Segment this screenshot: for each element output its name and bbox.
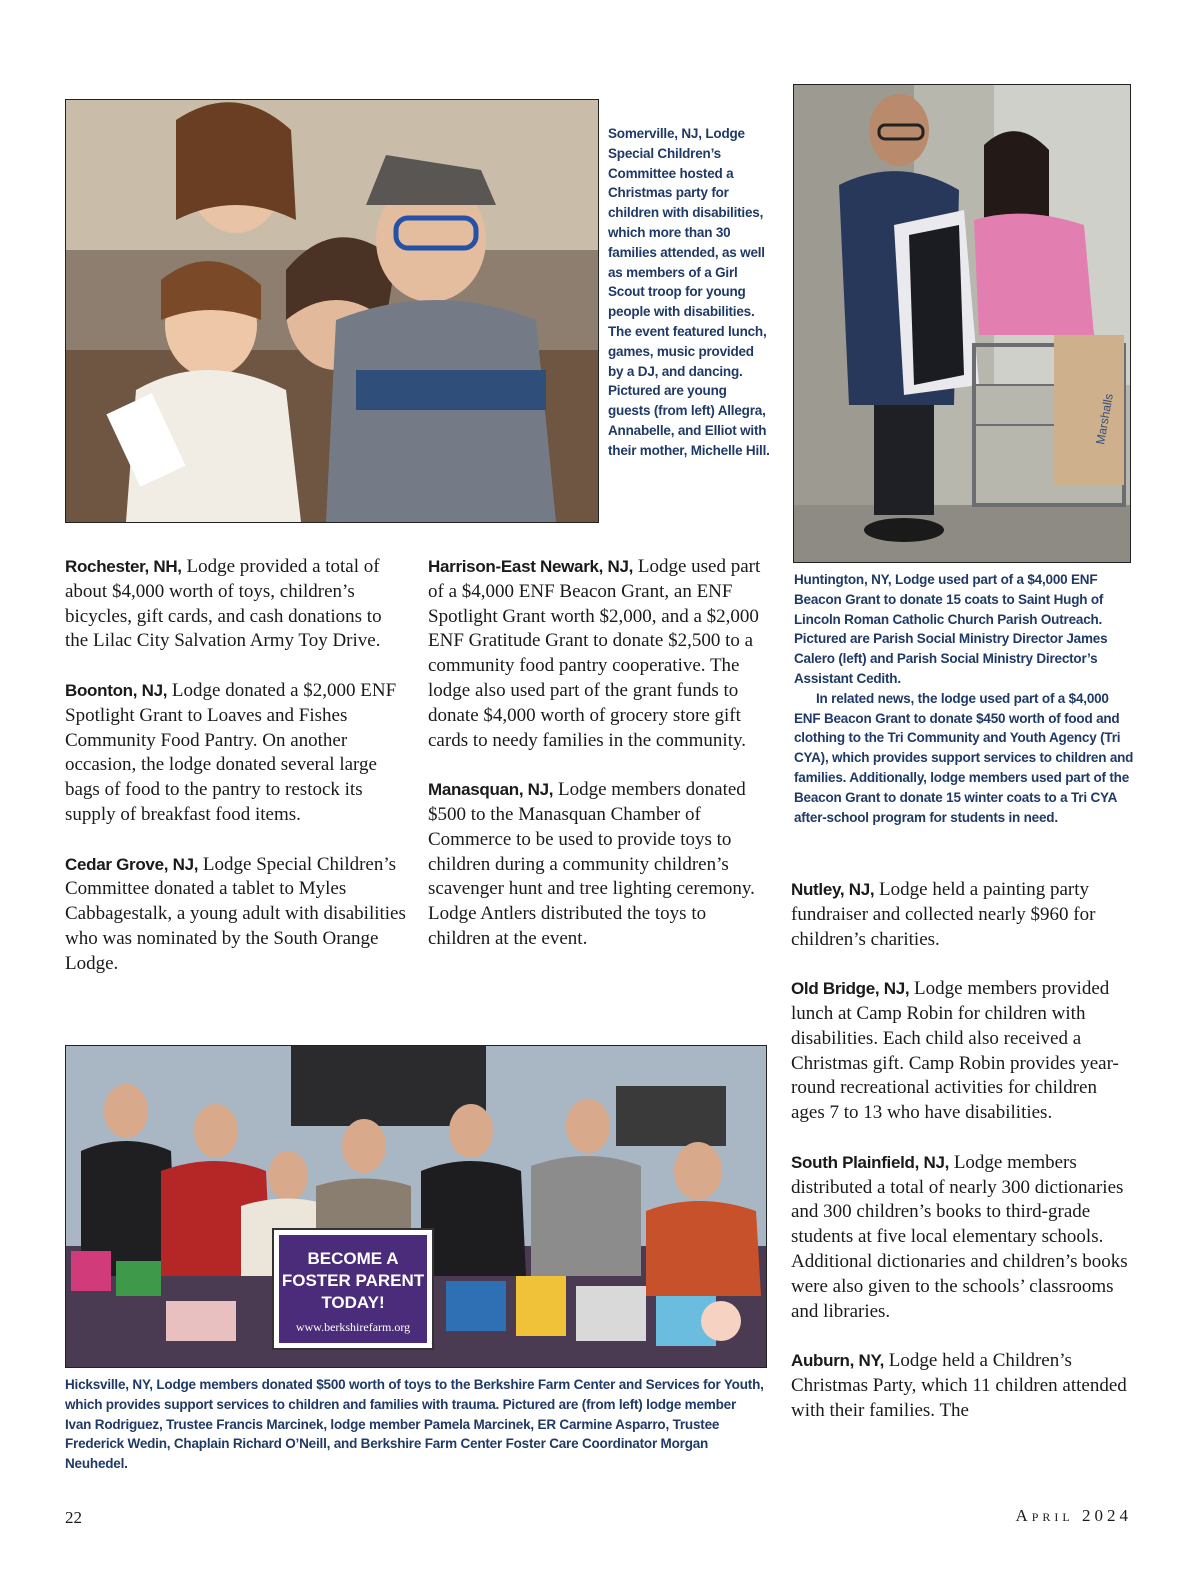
caption-place: Hicksville, NY, bbox=[65, 1377, 153, 1392]
article-place: Auburn, NY, bbox=[791, 1351, 885, 1371]
caption-text-2: In related news, the lodge used part of a $4,000 ENF Beacon Grant to donate $450 worth of food and clothing to the Tri Community and Youth Agency (Tri CYA), which provides support services to children and families. Additionally, lodge members used part of the Beacon Grant to donate 15 winter coats to a Tri CYA after-school program for students in need. bbox=[794, 690, 1134, 825]
article-place: Rochester, NH, bbox=[65, 557, 182, 576]
article-cedar-grove bbox=[65, 853, 407, 977]
article-manasquan bbox=[428, 778, 770, 952]
article-auburn bbox=[791, 1349, 1133, 1423]
article-place: Harrison-East Newark, NJ, bbox=[428, 557, 634, 576]
column-1 bbox=[65, 555, 407, 1001]
caption-place: Huntington, NY, bbox=[794, 572, 892, 587]
article-boonton bbox=[65, 679, 407, 828]
article-text: Lodge provided a total of about $4,000 worth of toys, children’s bicycles, gift cards, and cash donations to the Lilac City Salvation Army Toy Drive. bbox=[65, 556, 382, 652]
caption-text: Lodge members donated $500 worth of toys to the Berkshire Farm Center and Services for Youth, which provides support services to children and families with trauma. Pictured are (from left) lodge member Ivan Rodriguez, Trustee Francis Marcinek, lodge member Pamela Marcinek, ER Carmine Asparro, Trustee Frederick Wedin, Chaplain Richard O’Neill, and Berkshire Farm Center Foster Care Coordinator Morgan Neuhedel. bbox=[65, 1377, 764, 1472]
article-text: Lodge members distributed a total of nearly 300 dictionaries and 300 children’s books to third-grade students at five local elementary schools. Additional dictionaries and children’s books were also given to the schools’ classrooms and libraries. bbox=[791, 1151, 1128, 1322]
column-3 bbox=[791, 878, 1133, 1448]
article-nutley bbox=[791, 878, 1133, 952]
article-old-bridge bbox=[791, 977, 1133, 1126]
caption-place: Somerville, NJ, bbox=[608, 126, 702, 141]
article-place: Manasquan, NJ, bbox=[428, 780, 554, 800]
cart-bag-text: Marshalls bbox=[1093, 392, 1116, 446]
article-harrison bbox=[428, 555, 770, 753]
caption-text: Lodge Special Children’s Committee hosted a Christmas party for children with disabilities, which more than 30 families attended, as well as members of a Girl Scout troop for young people with disabilities. The event featured lunch, games, music provided by a DJ, and dancing. Pictured are young guests (from left) Allegra, Annabelle, and Elliot with their mother, Michelle Hill. bbox=[608, 126, 770, 458]
caption-text: Lodge used part of a $4,000 ENF Beacon Grant to donate 15 coats to Saint Hugh of Lincoln Roman Catholic Church Parish Outreach. Pictured are Parish Social Ministry Director James Calero (left) and Parish Social Ministry Director’s Assistant Cedith. bbox=[794, 572, 1108, 686]
hicksville-caption bbox=[65, 1375, 765, 1474]
issue-date: April 2024 bbox=[1015, 1506, 1132, 1525]
huntington-caption bbox=[794, 570, 1134, 827]
sign-line-2: FOSTER PARENT bbox=[281, 1271, 425, 1290]
sign-line-3: TODAY! bbox=[321, 1293, 385, 1312]
article-rochester bbox=[65, 555, 407, 654]
huntington-photo bbox=[793, 84, 1131, 563]
sign-line-1: BECOME A bbox=[307, 1249, 399, 1268]
column-2 bbox=[428, 555, 770, 977]
somerville-photo bbox=[65, 99, 599, 523]
article-text: Lodge Special Children’s Committee donated a tablet to Myles Cabbagestalk, a young adult with disabilities who was nominated by the South Orange Lodge. bbox=[65, 853, 406, 974]
hicksville-photo bbox=[65, 1045, 767, 1368]
article-place: South Plainfield, NJ, bbox=[791, 1152, 950, 1172]
article-text: Lodge held a painting party fundraiser and collected nearly $960 for children’s charities. bbox=[791, 879, 1096, 950]
article-text: Lodge members provided lunch at Camp Robin for children with disabilities. Each child also received a Christmas gift. Camp Robin provides year-round recreational activities for children ages 7 to 13 who have disabilities. bbox=[791, 978, 1119, 1124]
article-text: Lodge members donated $500 to the Manasquan Chamber of Commerce to be used to provide toys to children during a community children’s scavenger hunt and tree lighting ceremony. Lodge Antlers distributed the toys to children at the event. bbox=[428, 779, 755, 949]
article-south-plainfield bbox=[791, 1151, 1133, 1325]
article-text: Lodge donated a $2,000 ENF Spotlight Grant to Loaves and Fishes Community Food Pantry. On another occasion, the lodge donated several large bags of food to the pantry to restock its supply of breakfast food items. bbox=[65, 679, 397, 825]
page-number: 22 bbox=[65, 1508, 82, 1527]
article-place: Old Bridge, NJ, bbox=[791, 979, 910, 999]
article-place: Nutley, NJ, bbox=[791, 880, 875, 899]
article-text: Lodge held a Children’s Christmas Party, which 11 children attended with their families. The bbox=[791, 1350, 1127, 1421]
article-text: Lodge used part of a $4,000 ENF Beacon Grant, an ENF Spotlight Grant worth $2,000, and a $2,000 ENF Gratitude Grant to donate $2,500 to a community food pantry cooperative. The lodge also used part of the grant funds to donate $4,000 worth of grocery store gift cards to needy families in the community. bbox=[428, 556, 761, 751]
somerville-caption bbox=[608, 124, 770, 461]
sign-url: www.berkshirefarm.org bbox=[295, 1320, 411, 1334]
article-place: Boonton, NJ, bbox=[65, 680, 168, 700]
article-place: Cedar Grove, NJ, bbox=[65, 854, 199, 874]
